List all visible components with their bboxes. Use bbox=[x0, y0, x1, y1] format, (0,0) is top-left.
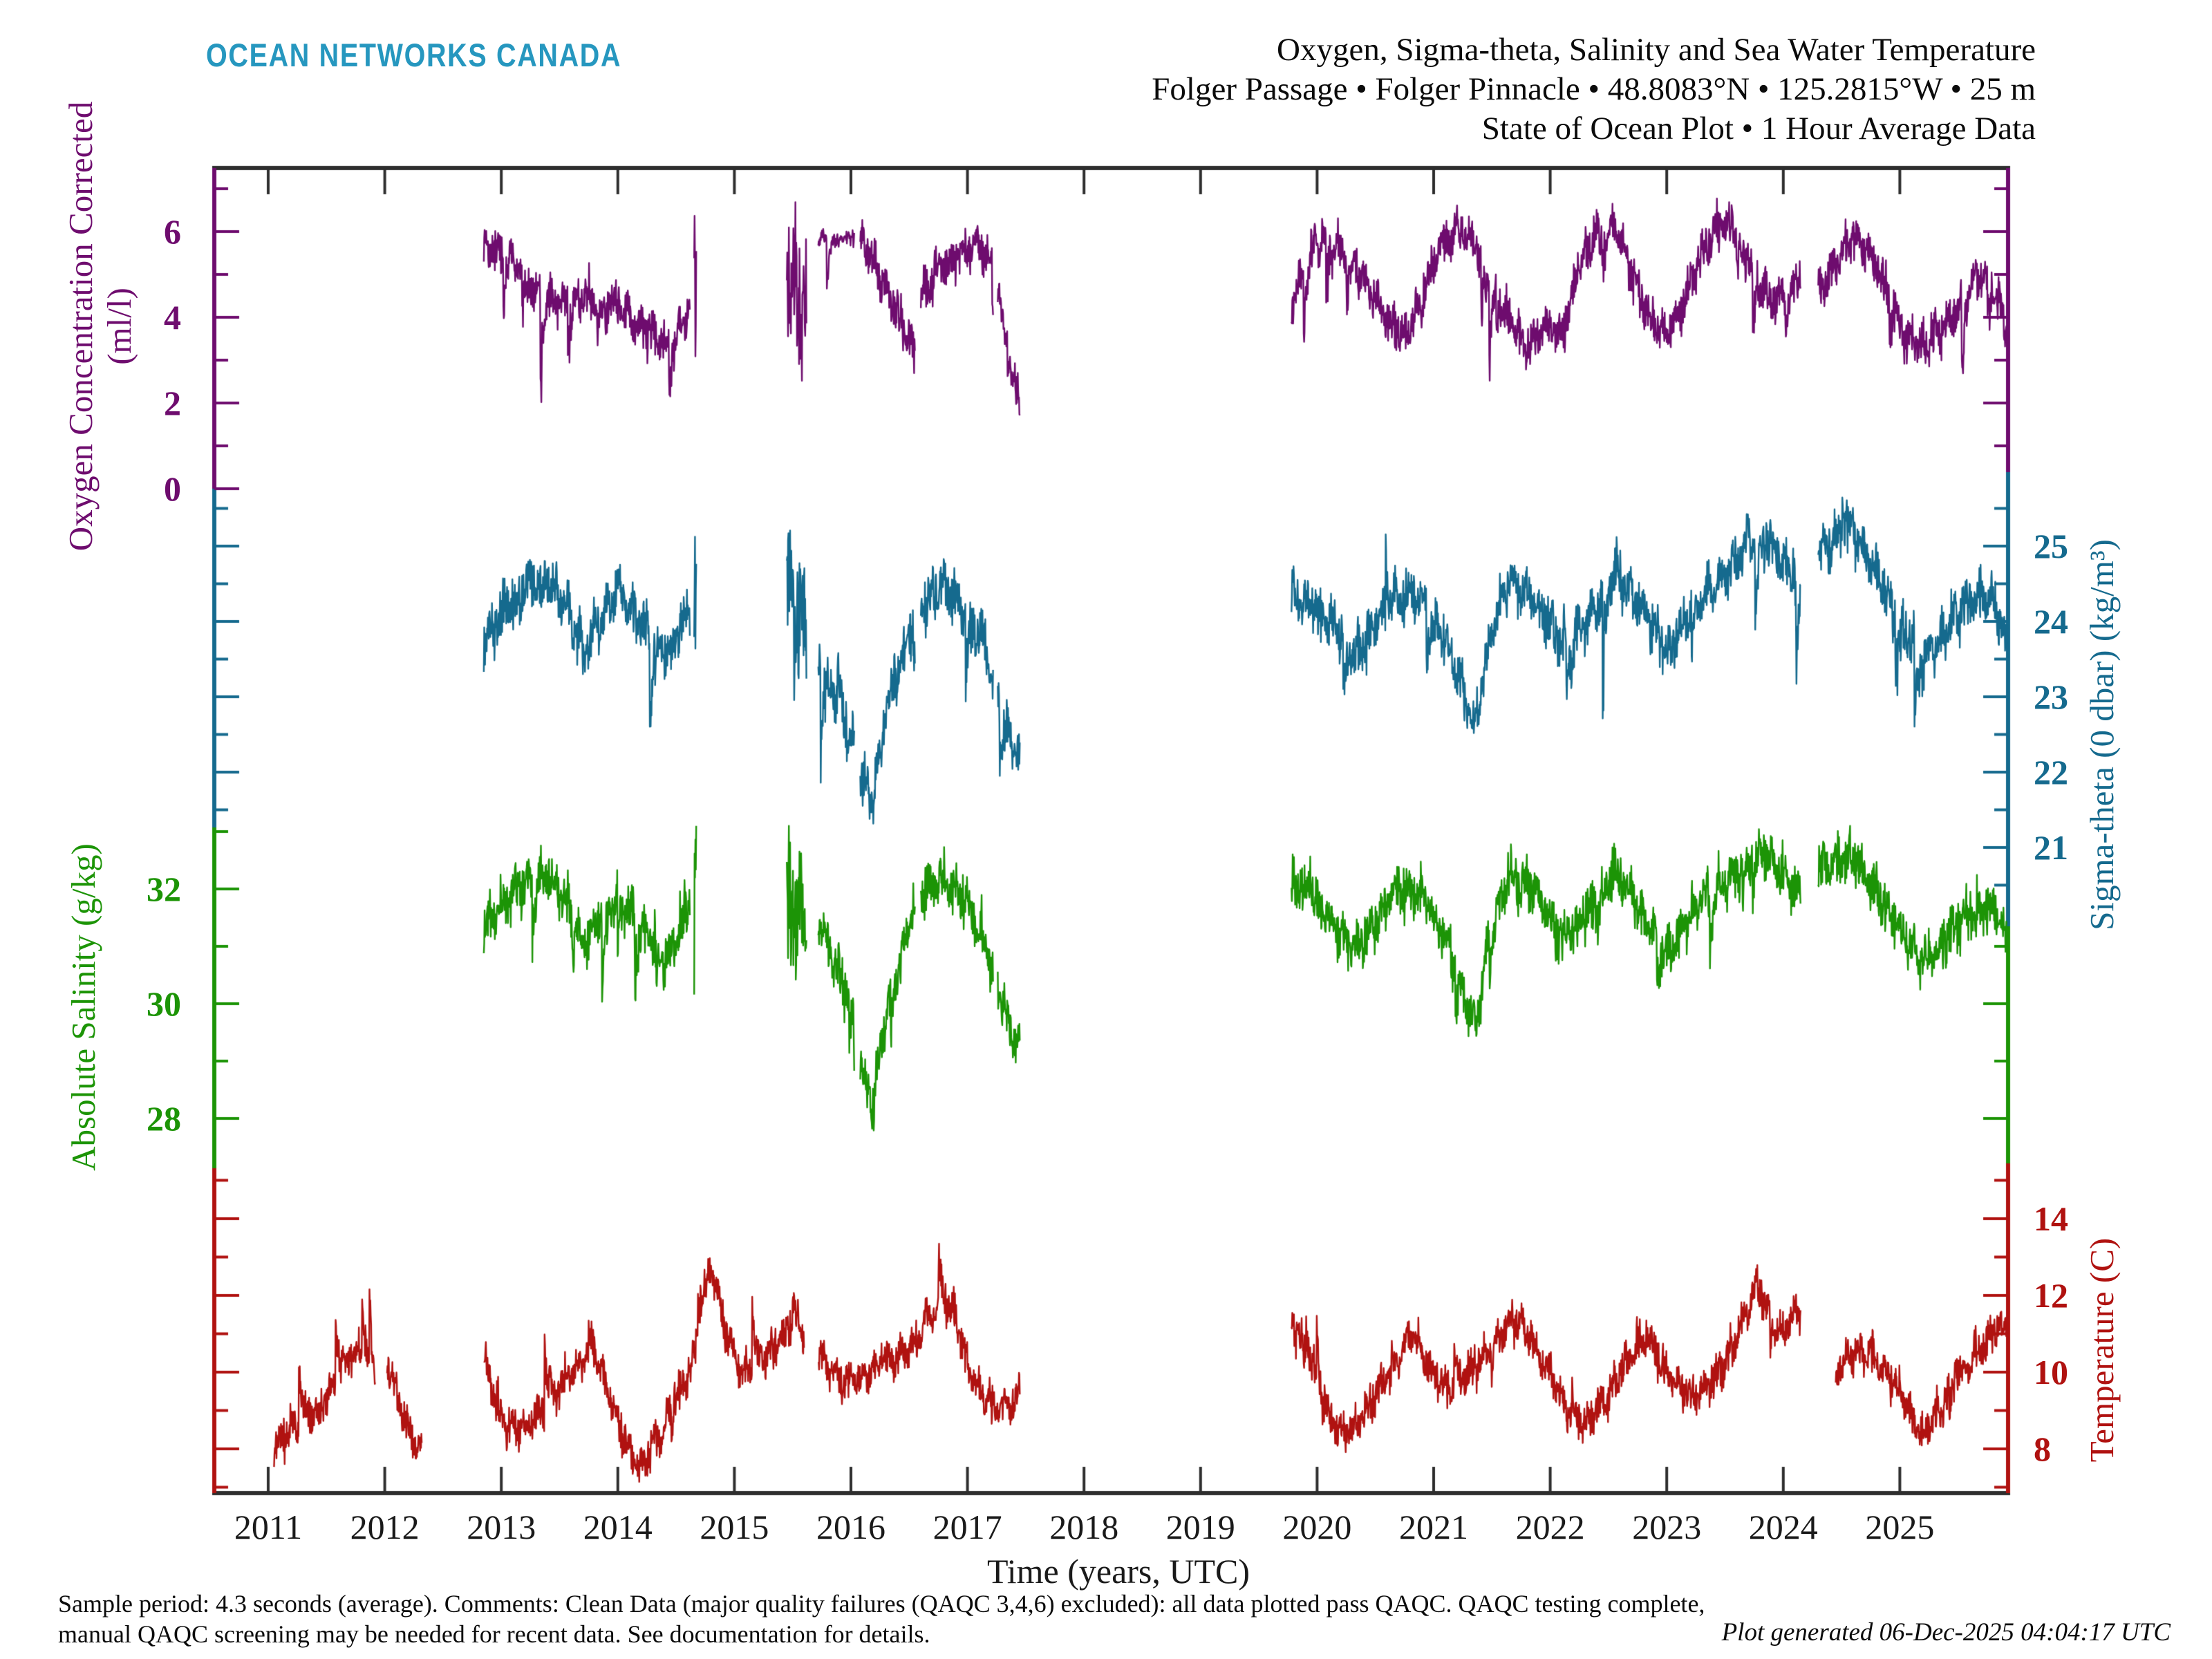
x-tick-label: 2019 bbox=[1165, 1508, 1235, 1546]
plot-generated-timestamp: Plot generated 06-Dec-2025 04:04:17 UTC bbox=[1721, 1618, 2171, 1647]
temperature-tick-label: 10 bbox=[2034, 1353, 2068, 1391]
plot-title-line1: Oxygen, Sigma-theta, Salinity and Sea Water Temperature bbox=[1277, 32, 2036, 68]
x-tick-label: 2018 bbox=[1049, 1508, 1119, 1546]
x-tick-label: 2025 bbox=[1865, 1508, 1935, 1546]
oxygen-axis-label bbox=[62, 57, 139, 596]
oxygen-tick-label: 2 bbox=[164, 384, 181, 422]
salinity-tick-label: 32 bbox=[147, 870, 181, 908]
salinity-tick-label: 28 bbox=[147, 1099, 181, 1138]
x-tick-label: 2011 bbox=[234, 1508, 303, 1546]
x-tick-label: 2012 bbox=[350, 1508, 420, 1546]
temperature-tick-label: 14 bbox=[2034, 1199, 2068, 1238]
oxygen-axis-label-text: Oxygen Concentration Corrected bbox=[62, 101, 100, 552]
footer-comments bbox=[58, 1588, 1705, 1649]
oxygen-tick-label: 4 bbox=[164, 298, 181, 337]
salinity-axis-label bbox=[64, 786, 104, 1228]
footer-line1: Sample period: 4.3 seconds (average). Comments: Clean Data (major quality failures (QAQC 3,4,6) excluded): all data plotted pass QAQC. QAQC testing complete, bbox=[58, 1590, 1705, 1618]
sigma-theta-axis-label-text: Sigma-theta (0 dbar) (kg/m³) bbox=[2083, 539, 2121, 930]
temperature-tick-label: 8 bbox=[2034, 1430, 2051, 1468]
x-tick-label: 2016 bbox=[816, 1508, 885, 1546]
x-tick-label: 2015 bbox=[700, 1508, 769, 1546]
sigma-tick-label: 24 bbox=[2034, 602, 2068, 641]
x-axis-label: Time (years, UTC) bbox=[986, 1552, 1250, 1591]
sigma-theta-axis-label bbox=[2083, 424, 2123, 1046]
salinity-axis-label-text: Absolute Salinity (g/kg) bbox=[64, 843, 102, 1171]
x-tick-label: 2021 bbox=[1399, 1508, 1468, 1546]
salinity-tick-label: 30 bbox=[147, 984, 181, 1023]
x-tick-label: 2014 bbox=[583, 1508, 653, 1546]
plot-title-line2: Folger Passage • Folger Pinnacle • 48.8083°N • 125.2815°W • 25 m bbox=[1152, 71, 2036, 107]
x-tick-label: 2017 bbox=[932, 1508, 1002, 1546]
x-tick-label: 2023 bbox=[1632, 1508, 1702, 1546]
plot-title-line3: State of Ocean Plot • 1 Hour Average Data bbox=[1481, 111, 2036, 147]
sigma-tick-label: 22 bbox=[2034, 753, 2068, 791]
temperature-axis-label-text: Temperature (C) bbox=[2083, 1237, 2121, 1463]
sigma-tick-label: 23 bbox=[2034, 677, 2068, 716]
temperature-tick-label: 12 bbox=[2034, 1276, 2068, 1315]
oxygen-tick-label: 0 bbox=[164, 469, 181, 508]
sigma-tick-label: 21 bbox=[2034, 828, 2068, 867]
x-tick-label: 2013 bbox=[467, 1508, 536, 1546]
temperature-axis-label bbox=[2083, 1156, 2123, 1544]
plot-title-block bbox=[1152, 30, 2036, 149]
x-tick-label: 2020 bbox=[1282, 1508, 1352, 1546]
oxygen-tick-label: 6 bbox=[164, 212, 181, 251]
x-tick-label: 2024 bbox=[1748, 1508, 1818, 1546]
footer-line2: manual QAQC screening may be needed for recent data. See documentation for details. bbox=[58, 1620, 930, 1648]
sigma-tick-label: 25 bbox=[2034, 527, 2068, 565]
onc-logo: OCEAN NETWORKS CANADA bbox=[206, 37, 622, 73]
x-tick-label: 2022 bbox=[1515, 1508, 1585, 1546]
oxygen-axis-label-units: (ml/l) bbox=[100, 288, 138, 365]
